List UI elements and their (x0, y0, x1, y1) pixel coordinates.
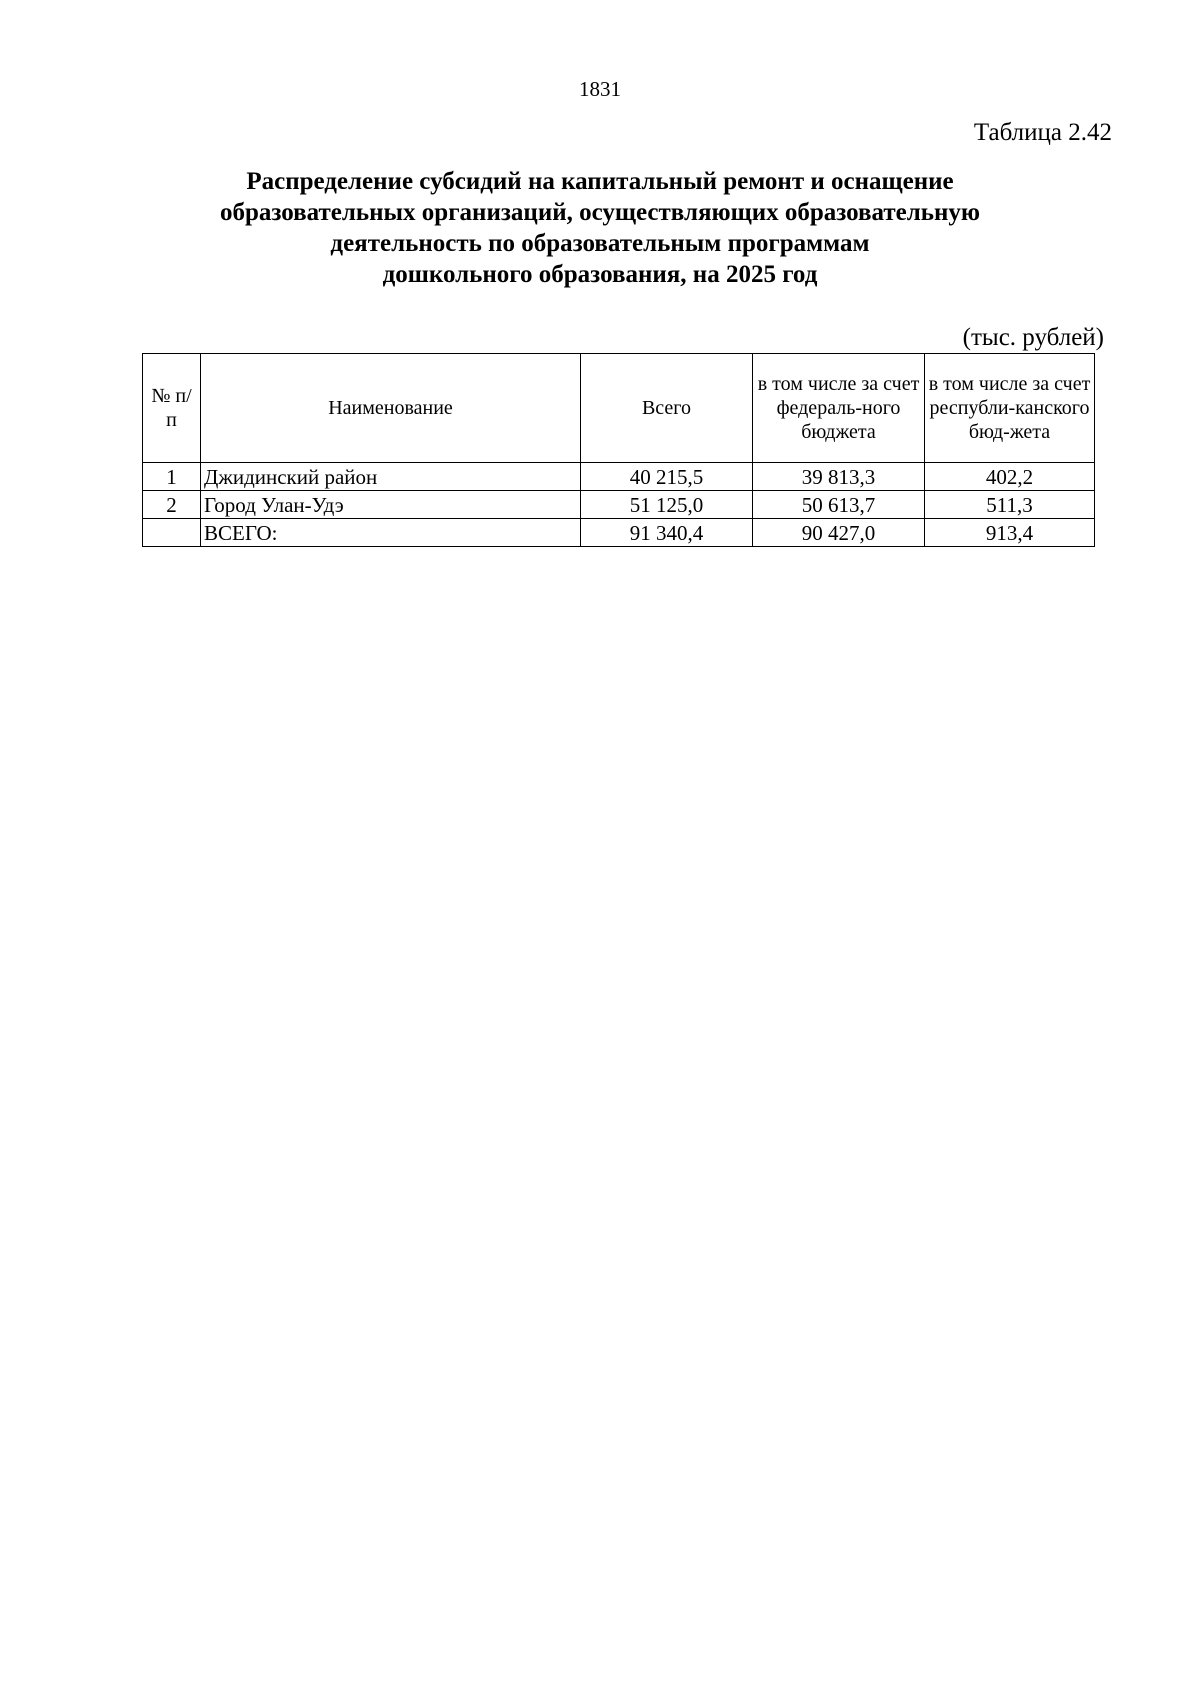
row-republic: 913,4 (925, 519, 1095, 547)
title-line: деятельность по образовательным программам (330, 230, 870, 257)
header-num: № п/п (143, 354, 201, 463)
row-federal: 90 427,0 (753, 519, 925, 547)
row-name: ВСЕГО: (201, 519, 581, 547)
row-total: 91 340,4 (581, 519, 753, 547)
row-federal: 39 813,3 (753, 463, 925, 491)
header-total: Всего (581, 354, 753, 463)
header-name: Наименование (201, 354, 581, 463)
page-number: 1831 (579, 77, 621, 101)
subsidy-table (142, 353, 1095, 547)
row-federal: 50 613,7 (753, 491, 925, 519)
header-republic: в том числе за счет республи-канского бюд-жета (925, 354, 1095, 463)
header-federal: в том числе за счет федераль-ного бюджета (753, 354, 925, 463)
row-republic: 511,3 (925, 491, 1095, 519)
row-num (143, 519, 201, 547)
title-line: Распределение субсидий на капитальный ремонт и оснащение (246, 168, 954, 195)
row-total: 40 215,5 (581, 463, 753, 491)
row-name: Джидинский район (201, 463, 581, 491)
table-row (143, 491, 1095, 519)
document-title (150, 166, 1050, 290)
row-num: 2 (143, 491, 201, 519)
table-total-row (143, 519, 1095, 547)
units-label: (тыс. рублей) (962, 324, 1104, 351)
row-total: 51 125,0 (581, 491, 753, 519)
title-line: дошкольного образования, на 2025 год (382, 261, 818, 288)
table-label: Таблица 2.42 (973, 119, 1112, 146)
table-row (143, 463, 1095, 491)
row-num: 1 (143, 463, 201, 491)
title-line: образовательных организаций, осуществляющих образовательную (219, 199, 981, 226)
row-name: Город Улан-Удэ (201, 491, 581, 519)
table-header-row (143, 354, 1095, 463)
row-republic: 402,2 (925, 463, 1095, 491)
